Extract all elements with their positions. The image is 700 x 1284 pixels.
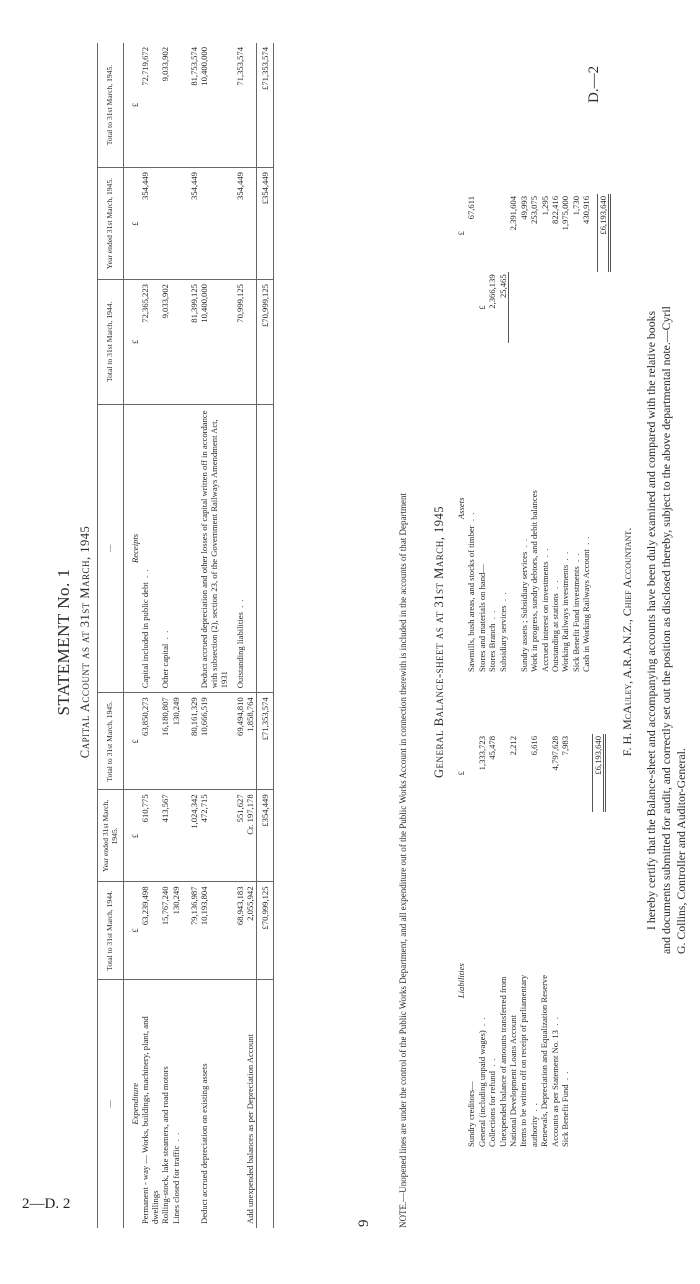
value: 1,024,342: [189, 790, 199, 882]
asset-label: Stores Branch . .: [487, 343, 497, 674]
value: 68,943,183: [235, 882, 245, 979]
liability-amount: [498, 734, 508, 812]
value: 15,767,240: [160, 882, 170, 979]
asset-inner-amount: 2,366,139: [487, 274, 498, 309]
value: 354,449: [189, 168, 199, 280]
signature-chief-accountant: F. H. McAuley, A.R.A.N.Z., Chief Accountant.: [620, 527, 634, 757]
list-item: [508, 194, 518, 674]
liability-amount: 4,797,628: [549, 736, 560, 771]
table-row: [171, 43, 181, 1228]
asset-label: Sawmills, bush areas, and stocks of timber . .: [466, 343, 476, 674]
asset-label: Cash in Working Railways Account . .: [581, 343, 591, 674]
asset-inner-amount: 25,465: [497, 274, 508, 298]
table-row: [140, 43, 160, 1228]
value: 551,627: [235, 790, 245, 882]
assets-table: [456, 194, 611, 674]
table-header-row: [98, 43, 124, 1228]
list-item: [498, 734, 508, 1149]
total-value: £354,449: [256, 168, 273, 280]
asset-amount: 1,295: [539, 196, 550, 216]
currency: £: [456, 771, 466, 776]
assets-total: £6,193,640: [598, 194, 610, 272]
asset-label: Sundry assets ; Subsidiary services . .: [519, 343, 529, 674]
asset-amount: 67,611: [466, 196, 477, 220]
value: 354,449: [140, 168, 160, 280]
liability-label: General (including unpaid wages) . .: [477, 812, 487, 1149]
value: 9,033,902: [160, 280, 170, 404]
asset-amount: 253,075: [529, 196, 540, 224]
currency: £: [124, 168, 141, 280]
asset-label: Accrued interest on investments . .: [540, 343, 550, 674]
value: 70,999,125: [235, 280, 245, 404]
asset-amount: 822,416: [550, 196, 561, 224]
value: 2,055,942: [245, 882, 256, 979]
statement-subtitle: Capital Account as at 31st March, 1945: [78, 525, 92, 759]
value: 130,249: [171, 693, 181, 790]
list-item: [466, 734, 476, 1149]
value: 354,449: [235, 168, 245, 280]
col-blank-receipts: —: [98, 404, 124, 693]
liability-amount: 2,212: [507, 736, 518, 756]
total-value: £71,353,574: [256, 43, 273, 168]
liability-label: Sundry creditors—: [466, 1081, 477, 1147]
value: 63,850,273: [140, 693, 160, 790]
currency: £: [476, 305, 487, 310]
liability-label: authority . .: [529, 812, 539, 1149]
subtotal-row: [189, 43, 199, 1228]
currency: £: [124, 693, 141, 790]
receipts-caption: Receipts: [124, 404, 141, 693]
value: 81,399,125: [189, 280, 199, 404]
value: Cr. 197,178: [245, 790, 256, 882]
receipt-label-text: Capital included in public debt: [140, 582, 151, 689]
add-balances-label: Add unexpended balances as per Depreciation Account: [245, 1034, 256, 1224]
value: 10,400,000: [199, 280, 229, 404]
value: [199, 168, 229, 280]
currency: £: [124, 43, 141, 168]
liabilities-total-row: [592, 734, 604, 1149]
expenditure-label-text: Lines closed for traffic: [170, 1145, 181, 1224]
list-item: [540, 194, 550, 674]
total-value: £70,999,125: [256, 882, 273, 979]
liability-label: Items to be written off on receipt of parliamentary: [518, 974, 529, 1147]
liability-label: National Development Loans Account: [507, 1015, 518, 1147]
add-row: [245, 43, 256, 1228]
col-total-1945-receipts: Total to 31st March, 1945.: [98, 43, 124, 168]
assets-total-row: [598, 194, 610, 674]
expenditure-label: [171, 979, 181, 1228]
value: 1,858,764: [245, 693, 256, 790]
liabilities-table: [456, 734, 606, 1149]
asset-amount: 430,916: [581, 196, 592, 224]
col-blank-expenditure: —: [98, 979, 124, 1228]
outstanding-label-text: Outstanding liabilities: [235, 612, 246, 689]
total-value: £71,353,574: [256, 693, 273, 790]
caption-row: [124, 43, 141, 1228]
list-item: [519, 194, 529, 674]
liability-amount: 6,616: [528, 736, 539, 756]
expenditure-label: Permanent - way — Works, buildings, machinery, plant, and dwellings: [140, 1016, 161, 1224]
asset-amount: 1,730: [570, 196, 581, 216]
asset-label: Working Railways investments . .: [560, 343, 570, 674]
liability-amount: [466, 734, 476, 812]
liability-label: Accounts as per Statement No. 13 . .: [550, 812, 560, 1149]
table-note: NOTE.—Unopened lines are under the control of the Public Works Department, and all expenditure out of the Public Works Account in connection therewith is included in the accounts of that Department: [398, 492, 408, 1228]
total-row: [256, 43, 273, 1228]
asset-label: Work in progress, sundry debtors, and debit balances: [529, 490, 540, 672]
value: 80,161,329: [189, 693, 199, 790]
list-item: [508, 734, 518, 1149]
asset-label: Stores and materials on hand—: [476, 564, 487, 672]
list-item: [571, 194, 581, 674]
list-item: [550, 734, 560, 1149]
currency: £: [124, 280, 141, 404]
list-item: [529, 734, 539, 1149]
outstanding-label: [235, 404, 245, 693]
currency: £: [124, 790, 141, 882]
liability-amount: [539, 734, 549, 812]
value: 63,239,498: [140, 882, 160, 979]
liability-amount: 7,983: [559, 736, 570, 756]
liabilities-caption: Liabilities: [456, 963, 466, 999]
liability-amount: [518, 734, 528, 812]
list-item: [550, 194, 560, 674]
list-item: [498, 194, 509, 674]
list-item: [529, 194, 539, 674]
value: 10,193,804: [199, 882, 229, 979]
value: 413,567: [160, 790, 170, 882]
liabilities-total: £6,193,640: [592, 734, 604, 812]
receipt-label-text: Other capital: [160, 643, 171, 689]
value: 72,719,672: [140, 43, 160, 168]
receipt-label: [140, 404, 160, 693]
value: 130,249: [171, 882, 181, 979]
value: 69,494,810: [235, 693, 245, 790]
value: 472,715: [199, 790, 229, 882]
table-row: [160, 43, 170, 1228]
value: 10,666,519: [199, 693, 229, 790]
value: 610,775: [140, 790, 160, 882]
expenditure-caption: Expenditure: [130, 1082, 140, 1125]
col-total-1945: Total to 31st March, 1945.: [98, 693, 124, 790]
list-item: [518, 734, 528, 1149]
liability-label: Collections for refund . .: [487, 812, 497, 1149]
list-item: [477, 734, 487, 1149]
list-item: [477, 194, 487, 674]
receipts-deduct-label: Deduct accrued depreciation and other losses of capital written off in accordance with subsection (2), section 23, of the Government Railways Amendment Act, 1931: [199, 404, 229, 693]
asset-label: Subsidiary services . .: [498, 343, 509, 674]
assets-caption: Assets: [456, 497, 466, 520]
liability-amount: 1,333,723: [476, 736, 487, 771]
list-item: [581, 194, 591, 674]
value: 81,753,574: [189, 43, 199, 168]
net-row: [235, 43, 245, 1228]
audit-certificate: I hereby certify that the Balance-sheet and accompanying accounts have been duly examined and compared with the relative books and documents submitted for audit, and correctly set out the position as disclosed thereby, subject to the above departmental note.—Cyril G. Collins, Controller and Auditor-General.: [644, 306, 689, 954]
expenditure-label: Rolling-stock, lake steamers, and road motors: [160, 1066, 171, 1224]
page-number-left: 2—D. 2: [22, 1196, 71, 1212]
asset-amount: 1,975,000: [560, 196, 571, 231]
list-item: [487, 194, 497, 674]
value: 9,033,902: [160, 43, 170, 168]
balance-sheet-title: General Balance-sheet as at 31st March, 1945: [432, 505, 446, 779]
page-code: D.—2: [586, 65, 602, 103]
value: 16,180,807: [160, 693, 170, 790]
liability-amount: 45,478: [487, 736, 498, 760]
deduct-row: [199, 43, 229, 1228]
value: 71,353,574: [235, 43, 245, 168]
col-total-1944: Total to 31st March, 1944.: [98, 882, 124, 979]
value: 10,400,000: [199, 43, 229, 168]
list-item: [560, 734, 570, 1149]
liability-label: Renewals, Depreciation and Equalization Reserve: [539, 974, 550, 1147]
currency: £: [124, 882, 141, 979]
asset-amount: 2,391,604: [508, 196, 519, 231]
liability-label: Unexpended balance of amounts transferred from: [497, 976, 508, 1147]
asset-amount: 49,993: [518, 196, 529, 220]
statement-title: STATEMENT No. 1: [54, 568, 73, 716]
col-year-1945: Year ended 31st March, 1945.: [98, 790, 124, 882]
list-item: [466, 194, 476, 674]
col-year-1945-receipts: Year ended 31st March, 1945.: [98, 168, 124, 280]
page-number-center: 9: [356, 1219, 372, 1227]
list-item: [560, 194, 570, 674]
list-item: [539, 734, 549, 1149]
capital-account-table: [97, 43, 274, 1228]
liability-label: Sick Benefit Fund . .: [560, 812, 570, 1149]
asset-label: Outstanding at stations . .: [550, 343, 560, 674]
value: 79,136,987: [189, 882, 199, 979]
total-value: £70,999,125: [256, 280, 273, 404]
currency: £: [456, 231, 466, 236]
value: 72,365,223: [140, 280, 160, 404]
value: [160, 168, 170, 280]
asset-label: Sick Benefit Fund investments . .: [571, 343, 581, 674]
total-value: £354,449: [256, 790, 273, 882]
expenditure-deduct-label: Deduct accrued depreciation on existing assets: [198, 1063, 209, 1224]
col-total-1944-receipts: Total to 31st March, 1944.: [98, 280, 124, 404]
value: [171, 790, 181, 882]
list-item: [487, 734, 497, 1149]
receipt-label: [160, 404, 170, 693]
